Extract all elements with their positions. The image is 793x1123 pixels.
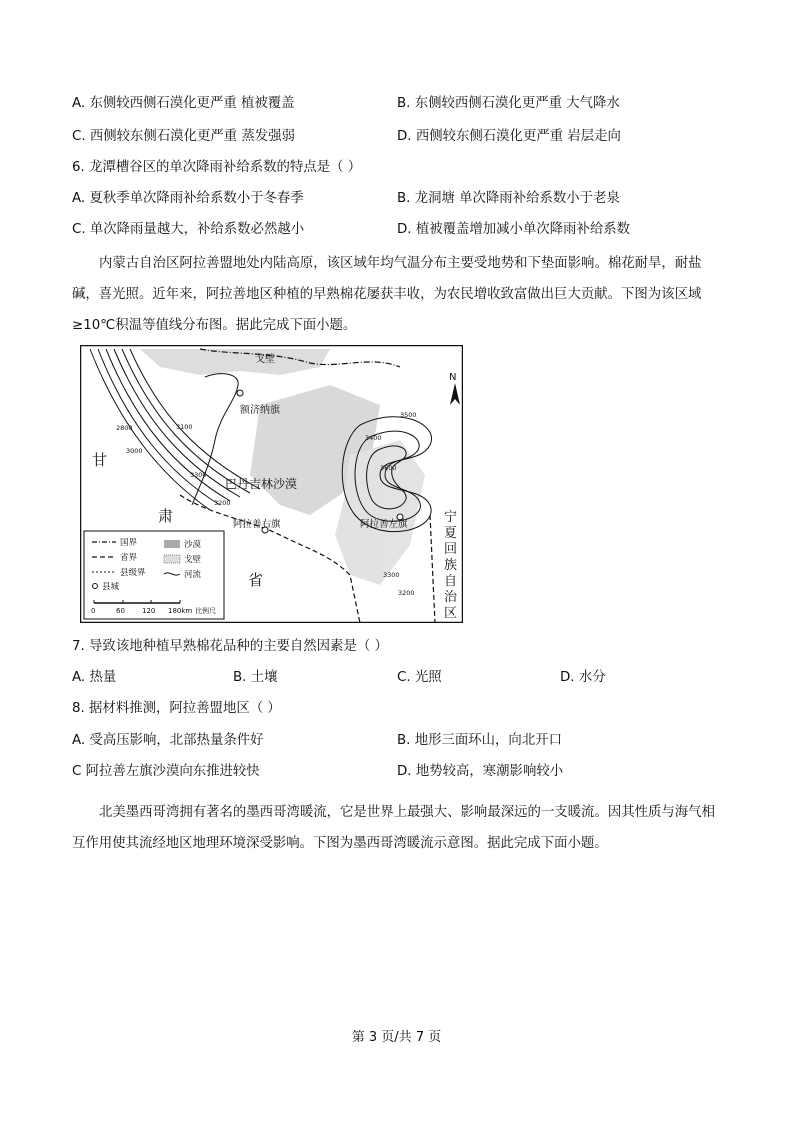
label-gan: 甘	[92, 451, 108, 469]
svg-text:河流: 河流	[184, 570, 202, 580]
q8-option-b: B. 地形三面环山，向北开口	[397, 733, 562, 748]
q6-option-b: B. 龙洞塘 单次降雨补给系数小于老泉	[397, 191, 620, 206]
svg-text:治: 治	[444, 590, 458, 605]
label-alashan-left: 阿拉善左旗	[360, 519, 408, 530]
svg-text:3100: 3100	[176, 423, 193, 431]
accumulated-temperature-map	[80, 345, 463, 623]
page-footer: 第 3 页/共 7 页	[351, 1030, 442, 1045]
svg-text:0: 0	[91, 607, 96, 615]
q8-option-a: A. 受高压影响，北部热量条件好	[72, 733, 264, 748]
svg-text:3600: 3600	[380, 464, 397, 472]
svg-text:区: 区	[444, 606, 458, 621]
svg-text:3200: 3200	[214, 499, 231, 507]
svg-text:3500: 3500	[400, 411, 417, 419]
svg-text:宁: 宁	[444, 510, 458, 525]
svg-text:N: N	[449, 372, 457, 383]
svg-text:3300: 3300	[383, 571, 400, 579]
svg-text:县城: 县城	[102, 582, 120, 592]
q7-stem: 7. 导致该地种植早熟棉花品种的主要自然因素是（ ）	[72, 639, 388, 654]
label-su: 肃	[158, 507, 174, 525]
q5-option-c: C. 西侧较东侧石漠化更严重 蒸发强弱	[72, 129, 295, 144]
q8-stem: 8. 据材料推测，阿拉善盟地区（ ）	[72, 701, 281, 716]
label-badain: 巴丹吉林沙漠	[225, 477, 298, 491]
svg-text:60: 60	[116, 607, 125, 615]
svg-text:3000: 3000	[126, 447, 143, 455]
svg-text:戈壁: 戈壁	[184, 555, 202, 565]
svg-text:自: 自	[444, 574, 458, 589]
q8-option-c: C 阿拉善左旗沙漠向东推进较快	[72, 764, 260, 779]
svg-text:比例尺: 比例尺	[195, 607, 216, 615]
svg-text:2800: 2800	[116, 424, 133, 432]
svg-text:省界: 省界	[120, 553, 138, 563]
svg-text:回: 回	[444, 542, 458, 557]
svg-text:夏: 夏	[444, 526, 458, 541]
map-legend	[84, 531, 224, 619]
svg-text:3400: 3400	[365, 434, 382, 442]
q5-option-a: A. 东侧较西侧石漠化更严重 植被覆盖	[72, 96, 295, 111]
svg-text:族: 族	[444, 558, 458, 573]
county-town-ejina	[237, 390, 243, 396]
svg-text:国界: 国界	[120, 538, 138, 548]
label-alashan-right: 阿拉善右旗	[233, 519, 281, 530]
q7-option-c: C. 光照	[397, 670, 442, 685]
svg-text:县级界: 县级界	[120, 568, 146, 578]
q6-stem: 6. 龙潭槽谷区的单次降雨补给系数的特点是（ ）	[72, 160, 362, 175]
svg-text:3200: 3200	[398, 589, 415, 597]
q7-option-a: A. 热量	[72, 670, 117, 685]
svg-text:3300: 3300	[190, 471, 207, 479]
q6-option-d: D. 植被覆盖增加减小单次降雨补给系数	[397, 222, 631, 237]
passage-gulf-stream: 北美墨西哥湾拥有著名的墨西哥湾暖流，它是世界上最强大、影响最深远的一支暖流。因其性质与海气相互作用使其流经地区地理环境深受影响。下图为墨西哥湾暖流示意图。据此完成下面小题。	[72, 805, 715, 851]
svg-text:沙漠: 沙漠	[184, 540, 202, 550]
label-ningxia	[444, 510, 458, 621]
passage-alashan: 内蒙古自治区阿拉善盟地处内陆高原，该区域年均气温分布主要受地势和下垫面影响。棉花耐旱，耐盐碱，喜光照。近年来，阿拉善地区种植的早熟棉花屡获丰收，为农民增收致富做出巨大贡献。下图为该区域≥10℃积温等值线分布图。据此完成下面小题。	[72, 256, 702, 333]
q6-option-c: C. 单次降雨量越大，补给系数必然越小	[72, 222, 305, 237]
q5-option-d: D. 西侧较东侧石漠化更严重 岩层走向	[397, 129, 621, 144]
q7-option-b: B. 土壤	[233, 670, 278, 685]
label-sheng: 省	[248, 571, 264, 589]
q5-option-b: B. 东侧较西侧石漠化更严重 大气降水	[397, 96, 620, 111]
q8-option-d: D. 地势较高，寒潮影响较小	[397, 764, 564, 779]
svg-text:180km: 180km	[168, 607, 193, 615]
svg-text:120: 120	[142, 607, 156, 615]
label-ejina: 额济纳旗	[240, 405, 280, 416]
q6-option-a: A. 夏秋季单次降雨补给系数小于冬春季	[72, 191, 304, 206]
label-gobi: 戈壁	[255, 354, 275, 365]
q7-option-d: D. 水分	[560, 670, 606, 685]
